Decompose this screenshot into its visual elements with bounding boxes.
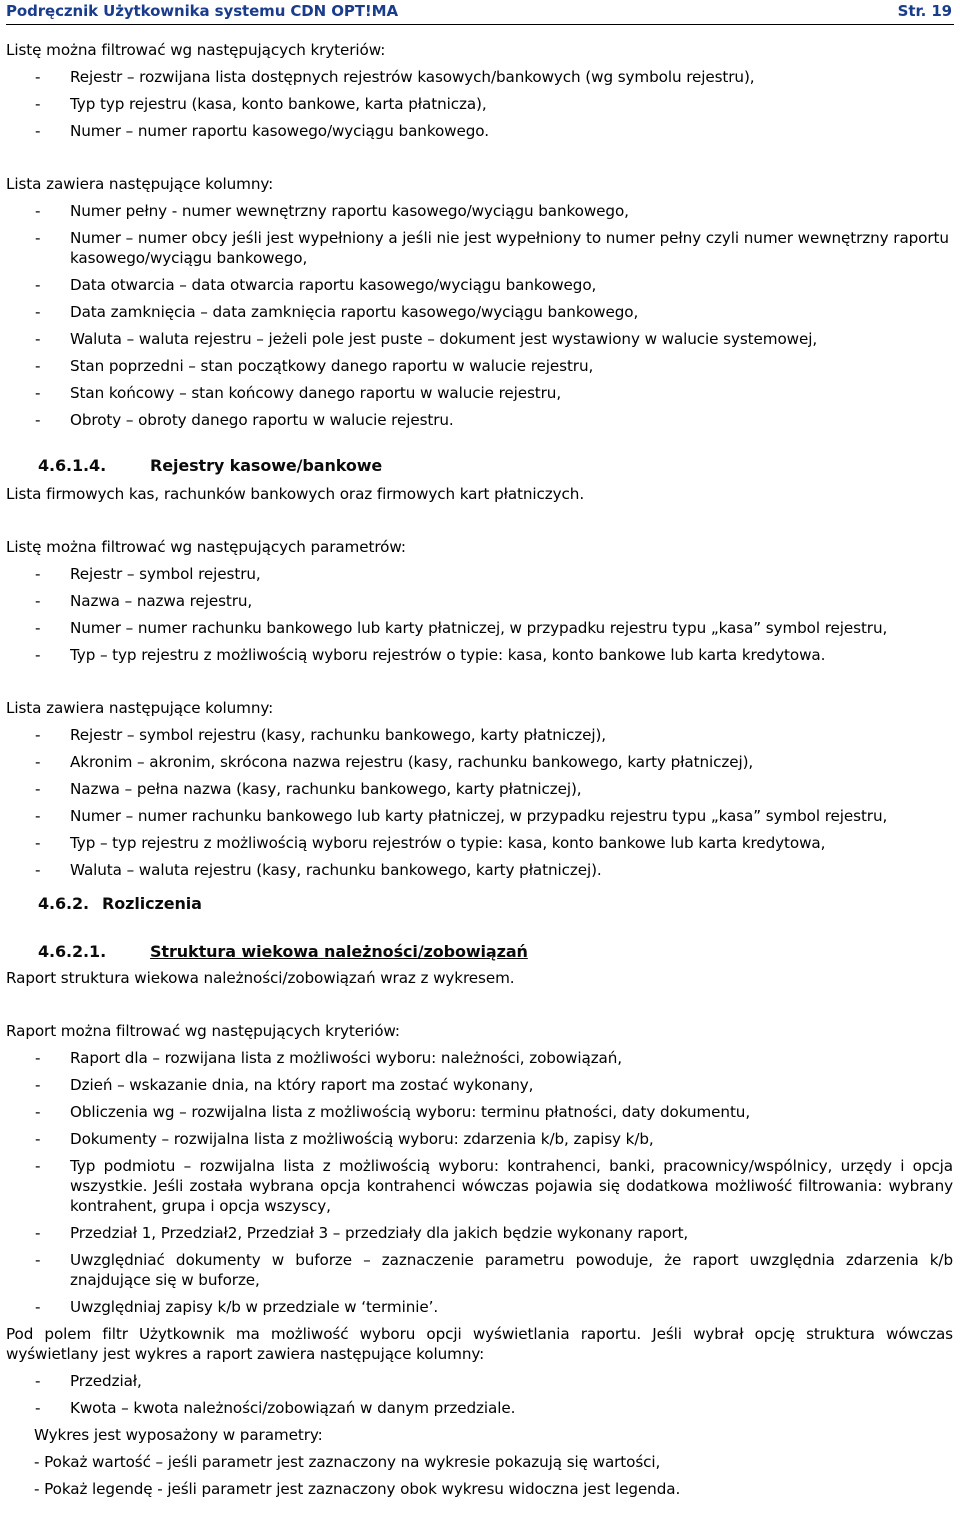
report-paragraph: Pod polem filtr Użytkownik ma możliwość wyboru opcji wyświetlania raportu. Jeśli wybrał opcję struktura wówczas wyświetlany jest wykres a raport zawiera następujące kolumny: [6,1325,953,1363]
list-item: - Uwzględniać dokumenty w buforze – zaznaczenie parametru powoduje, że raport uwzględnia zdarzenia k/b znajdujące się w buforze, [35,1251,953,1289]
list-dash: - [35,411,41,429]
list-item: - Raport dla – rozwijana lista z możliwości wyboru: należności, zobowiązań, [35,1049,623,1067]
list-item: - Waluta – waluta rejestru (kasy, rachunku bankowego, karty płatniczej). [35,861,602,879]
list-dash: - [35,1251,41,1269]
list-item: - Nazwa – pełna nazwa (kasy, rachunku bankowego, karty płatniczej), [35,780,582,798]
list-dash: - [35,1224,41,1242]
list-item: - Stan końcowy – stan końcowy danego raportu w walucie rejestru, [35,384,562,402]
list-item: - Numer – numer obcy jeśli jest wypełniony a jeśli nie jest wypełniony to numer pełny czyli numer wewnętrzny raportu kasowego/wyciągu bankowego, [35,229,949,267]
section-heading [6,894,956,914]
section-title: Rozliczenia [102,894,202,913]
list-dash: - [35,1103,41,1121]
chart-params-intro: Wykres jest wyposażony w parametry: [34,1426,323,1444]
list-item: - Typ podmiotu – rozwijalna lista z możliwością wyboru: kontrahenci, banki, pracownicy/wspólnicy, urzędy i opcja wszystkie. Jeśli została wybrana opcja kontrahenci wówczas pojawia się dodatkowa możliwość filtrowania: wybrany kontrahent, grupa i opcja wszyscy, [35,1157,953,1215]
list-item: - Stan poprzedni – stan początkowy danego raportu w walucie rejestru, [35,357,594,375]
section-title: Rejestry kasowe/bankowe [150,456,383,475]
list-item: - Numer – numer rachunku bankowego lub karty płatniczej, w przypadku rejestru typu „kasa” symbol rejestru, [35,619,888,637]
document-title: Podręcznik Użytkownika systemu CDN OPT!MA [6,2,398,20]
list-dash: - [35,68,41,86]
page-header [6,0,954,25]
list-item: - Przedział 1, Przedział2, Przedział 3 – przedziały dla jakich będzie wykonany raport, [35,1224,689,1242]
list-item: - Dzień – wskazanie dnia, na który raport ma zostać wykonany, [35,1076,534,1094]
chart-param-show-legend: - Pokaż legendę - jeśli parametr jest zaznaczony obok wykresu widoczna jest legenda. [34,1480,681,1498]
section-title: Struktura wiekowa należności/zobowiązań [150,942,528,961]
list-item: - Rejestr – symbol rejestru, [35,565,261,583]
page-content [6,40,956,1499]
list-item: - Rejestr – rozwijana lista dostępnych rejestrów kasowych/bankowych (wg symbolu rejestru), [35,68,755,86]
list-dash: - [35,646,41,664]
list-dash: - [35,1372,41,1390]
list-dash: - [35,807,41,825]
list-dash: - [35,1157,41,1175]
list-item: - Data zamknięcia – data zamknięcia raportu kasowego/wyciągu bankowego, [35,303,639,321]
list-item: - Numer pełny - numer wewnętrzny raportu kasowego/wyciągu bankowego, [35,202,629,220]
list-item: - Nazwa – nazwa rejestru, [35,592,253,610]
list-dash: - [35,1130,41,1148]
filter-list [6,1048,956,1317]
list-dash: - [35,861,41,879]
section-heading [6,942,956,962]
filter-intro: Listę można filtrować wg następujących parametrów: [6,538,406,556]
list-dash: - [35,565,41,583]
columns-list [6,201,956,430]
filter-list [6,564,956,665]
list-item: - Typ – typ rejestru z możliwością wyboru rejestrów o typie: kasa, konto bankowe lub karta kredytowa. [35,646,826,664]
list-item: - Obroty – obroty danego raportu w walucie rejestru. [35,411,454,429]
list-item: - Uwzględniaj zapisy k/b w przedziale w ‘terminie’. [35,1298,439,1316]
list-dash: - [35,592,41,610]
columns-intro: Lista zawiera następujące kolumny: [6,699,274,717]
list-item: - Obliczenia wg – rozwijalna lista z możliwością wyboru: terminu płatności, daty dokumentu, [35,1103,751,1121]
list-item: - Rejestr – symbol rejestru (kasy, rachunku bankowego, karty płatniczej), [35,726,606,744]
list-dash: - [35,122,41,140]
list-dash: - [35,1049,41,1067]
list-dash: - [35,303,41,321]
section-description: Raport struktura wiekowa należności/zobowiązań wraz z wykresem. [6,969,515,987]
list-item: - Waluta – waluta rejestru – jeżeli pole jest puste – dokument jest wystawiony w walucie systemowej, [35,330,818,348]
list-item: - Numer – numer rachunku bankowego lub karty płatniczej, w przypadku rejestru typu „kasa” symbol rejestru, [35,807,888,825]
list-item: - Numer – numer raportu kasowego/wyciągu bankowego. [35,122,489,140]
list-dash: - [35,1399,41,1417]
list-dash: - [35,780,41,798]
list-dash: - [35,384,41,402]
page-number: Str. 19 [897,2,952,20]
section-number: 4.6.2. [38,894,90,913]
list-dash: - [35,202,41,220]
list-dash: - [35,1298,41,1316]
list-dash: - [35,276,41,294]
list-dash: - [35,726,41,744]
section-heading [6,456,956,476]
filter-intro: Raport można filtrować wg następujących kryteriów: [6,1022,400,1040]
list-item: - Typ typ rejestru (kasa, konto bankowe, karta płatnicza), [35,95,487,113]
section-number: 4.6.2.1. [38,942,107,961]
section-description: Lista firmowych kas, rachunków bankowych oraz firmowych kart płatniczych. [6,485,585,503]
list-item: - Typ – typ rejestru z możliwością wyboru rejestrów o typie: kasa, konto bankowe lub karta kredytowa, [35,834,826,852]
report-columns-list [6,1371,956,1418]
section-number: 4.6.1.4. [38,456,107,475]
list-item: - Akronim – akronim, skrócona nazwa rejestru (kasy, rachunku bankowego, karty płatniczej), [35,753,754,771]
list-dash: - [35,619,41,637]
list-dash: - [35,834,41,852]
list-dash: - [35,753,41,771]
chart-param-show-values: - Pokaż wartość – jeśli parametr jest zaznaczony na wykresie pokazują się wartości, [34,1453,661,1471]
list-item: - Dokumenty – rozwijalna lista z możliwością wyboru: zdarzenia k/b, zapisy k/b, [35,1130,654,1148]
list-item: - Przedział, [35,1372,142,1390]
filter-list [6,67,956,141]
list-item: - Kwota – kwota należności/zobowiązań w danym przedziale. [35,1399,516,1417]
list-dash: - [35,95,41,113]
list-dash: - [35,357,41,375]
list-dash: - [35,229,41,247]
list-dash: - [35,330,41,348]
filter-intro: Listę można filtrować wg następujących kryteriów: [6,41,386,59]
columns-intro: Lista zawiera następujące kolumny: [6,175,274,193]
list-dash: - [35,1076,41,1094]
list-item: - Data otwarcia – data otwarcia raportu kasowego/wyciągu bankowego, [35,276,597,294]
columns-list [6,725,956,880]
